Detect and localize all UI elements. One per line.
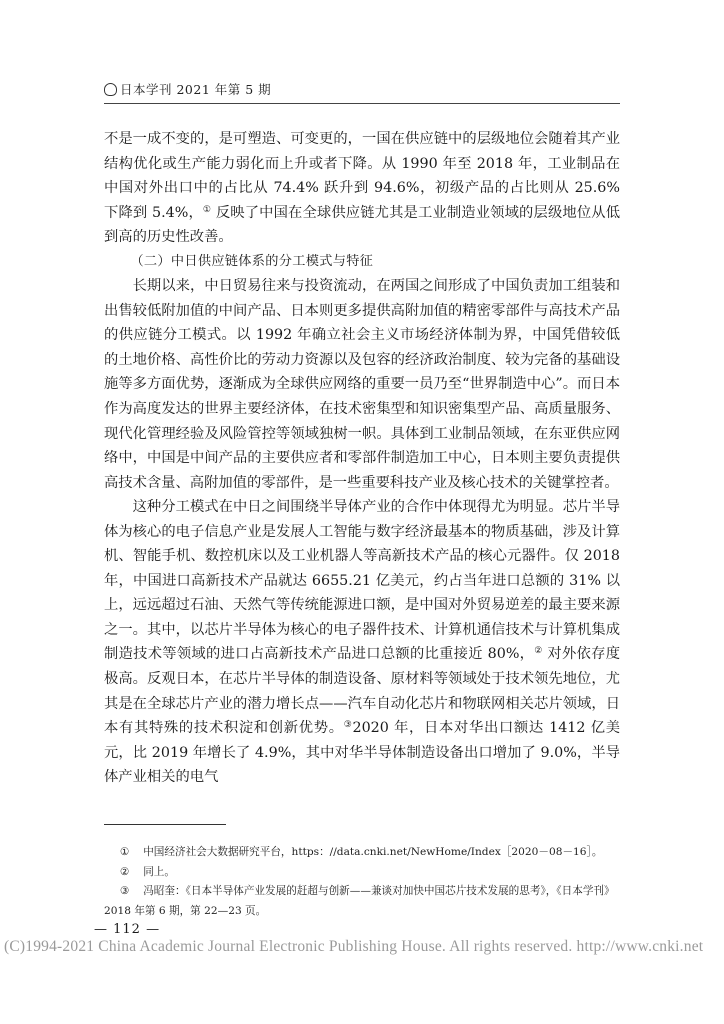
paragraph-3: 这种分工模式在中日之间围绕半导体产业的合作中体现得尤为明显。芯片半导体为核心的电子信息产业是发展人工智能与数字经济最基本的物质基础，涉及计算机、智能手机、数控机床以及工业机器人等高新技术产品的核心元器件。仅 2018 年，中国进口高新技术产品就达 6655.21 亿美元，约占当年进口总额的 31% 以上，远远超过石油、天然气等传统能源进口额，是中国对外贸易逆差的最主要来源之一。其中，以芯片半导体为核心的电子器件技术、计算机通信技术与计算机集成制造技术等领域的进口占高新技术产品进口总额的比重接近 80%，② 对外依存度极高。反观日本，在芯片半导体的制造设备、原材料等领域处于技术领先地位，尤其是在全球芯片产业的潜力增长点——汽车自动化芯片和物联网相关芯片领域，日本有其特殊的技术积淀和创新优势。③2020 年，日本对华出口额达 1412 亿美元，比 2019 年增长了 4.9%，其中对华半导体制造设备出口增加了 9.0%，半导体产业相关的电气 xyxy=(104,499,621,786)
footnote-ref-1[interactable]: ① xyxy=(202,204,212,215)
paragraph-1: 不是一成不变的，是可塑造、可变更的，一国在供应链中的层级地位会随着其产业结构优化或生产能力弱化而上升或者下降。从 1990 年至 2018 年，工业制品在中国对外出口中的占比从 74.4% 跃升到 94.6%，初级产品的占比则从 25.6% 下降到 5.4%，① 反映了中国在全球供应链尤其是工业制造业领域的层级地位从低到高的历史性改善。 xyxy=(104,131,620,246)
body-text xyxy=(104,127,620,790)
footnote-2: ② 同上。 xyxy=(119,865,175,878)
footnote-rule xyxy=(104,824,226,825)
footnote-ref-3[interactable]: ③ xyxy=(343,720,353,731)
paragraph-2: 长期以来，中日贸易往来与投资流动，在两国之间形成了中国负责加工组装和出售较低附加值的中间产品、日本则更多提供高附加值的精密零部件与高技术产品的供应链分工模式。以 1992 年确立社会主义市场经济体制为界，中国凭借较低的土地价格、高性价比的劳动力资源以及包容的经济政治制度、较为完备的基础设施等多方面优势，逐渐成为全球供应网络的重要一员乃至“世界制造中心”。而日本作为高度发达的世界主要经济体，在技术密集型和知识密集型产品、高质量服务、现代化管理经验及风险管控等领域独树一帜。具体到工业制品领域，在东亚供应网络中，中国是中间产品的主要供应者和零部件制造加工中心，日本则主要负责提供高技术含量、高附加值的零部件，是一些重要科技产业及核心技术的关键掌控者。 xyxy=(104,278,620,491)
running-header xyxy=(104,80,271,98)
footnotes xyxy=(104,843,620,921)
header-rule xyxy=(104,103,620,104)
footnote-3: ③ 冯昭奎：《日本半导体产业发展的赶超与创新——兼谈对加快中国芯片技术发展的思考》，《日本学刊》2018 年第 6 期，第 22—23 页。 xyxy=(104,885,615,917)
header-text: 日本学刊 2021 年第 5 期 xyxy=(120,82,272,97)
page-number: — 112 — xyxy=(94,922,161,937)
journal-logo-icon xyxy=(104,83,117,96)
footnote-ref-2[interactable]: ② xyxy=(534,646,543,657)
footnote-1: ① 中国经济社会大数据研究平台，https：//data.cnki.net/NewHome/Index［2020－08－16］。 xyxy=(119,846,603,858)
section-subheading: （二）中日供应链体系的分工模式与特征 xyxy=(130,253,374,269)
copyright-notice: (C)1994-2021 China Academic Journal Electronic Publishing House. All rights reserved. http://www.cnki.net xyxy=(4,938,704,955)
